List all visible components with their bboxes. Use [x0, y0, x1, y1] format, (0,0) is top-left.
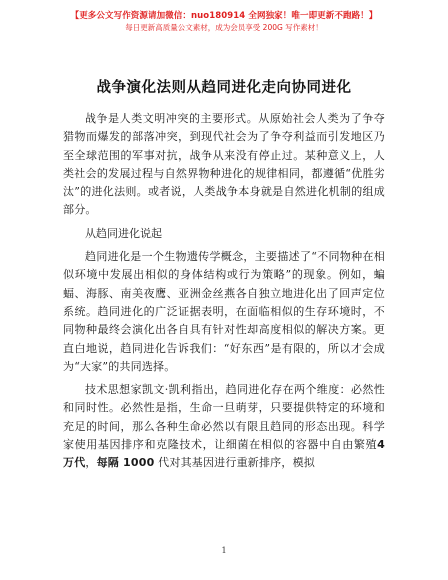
promo-banner-line-2: 每日更新高质量公文素材，成为会员享受 200G 写作素材！	[125, 23, 323, 32]
paragraph-convergent-evolution: 趋同进化是一个生物遗传学概念，主要描述了“不同物种在相似环境中发展出相似的身体结构或行为策略”的现象。例如，蝙蝠、海豚、南美夜鹰、亚洲金丝燕各自独立地进化出了回声定位系统。趋同进化的广泛证据表明，在面临相似的生存环境时，不同物种最终会演化出各自具有针对性却高度相似的解决方案。更直白地说，趋同进化告诉我们：“好东西”是有限的，所以才会成为“大家”的共同选择。	[63, 250, 385, 373]
paragraph-text-start: 技术思想家凯文·凯利指出，趋同进化存在两个维度：必然性和同时性。必然性是指，生命一旦萌芽，只要提供特定的环境和充足的时间，那么各种生命必然以有限且趋同的形态出现。科学家使用基因排序和克隆技术，让细菌在相似的容器中自由繁殖	[63, 383, 385, 452]
paragraph-kevin-kelly	[63, 381, 385, 472]
promo-banner	[0, 10, 448, 33]
page-number: 1	[221, 546, 227, 555]
paragraph-text-end: 代对其基因进行重新排序，模拟	[154, 456, 315, 470]
promo-banner-line-1: 【更多公文写作资源请加微信：nuo180914 全网独家！唯一即更新不跑路！】	[70, 11, 378, 21]
bold-generations: 4 万代	[63, 438, 385, 470]
document-title: 战争演化法则从趋同进化走向协同进化	[96, 80, 352, 96]
paragraph-intro: 战争是人类文明冲突的主要形式。从原始社会人类为了争夺猎物而爆发的部落冲突，到现代社会为了争夺利益而引发地区乃至全球范围的军事对抗，战争从来没有停止过。某种意义上，人类社会的发展过程与自然界物种进化的规律相同，都遵循“优胜劣汰”的进化法则。或者说，人类战争本身就是自然进化机制的组成部分。	[63, 112, 385, 217]
bold-interval: 每隔 1000	[96, 456, 155, 470]
document-body	[63, 110, 385, 473]
section-heading: 从趋同进化说起	[85, 226, 162, 240]
paragraph-text-mid: ，	[85, 456, 97, 470]
